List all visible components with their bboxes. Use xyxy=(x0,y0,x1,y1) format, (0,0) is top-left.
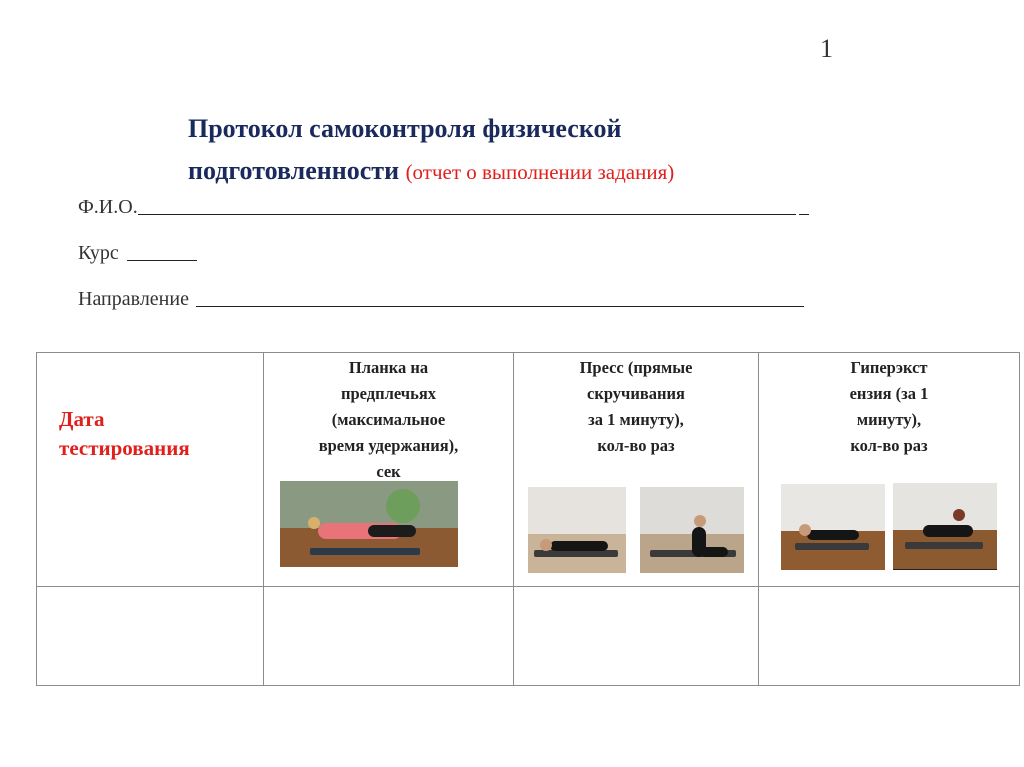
plank-header-line: Планка на xyxy=(348,358,429,377)
hyperextension-header-line: минуту), xyxy=(856,410,922,429)
protocol-table xyxy=(36,352,1020,686)
crunch-header-line: кол-во раз xyxy=(597,436,675,455)
direction-underline[interactable] xyxy=(196,302,804,307)
plank-photos xyxy=(264,481,513,567)
table-header-row xyxy=(37,353,1020,587)
hyperextension-header-cell xyxy=(759,353,1020,587)
crunch-photos xyxy=(514,487,758,573)
page-title xyxy=(188,108,888,193)
fio-field xyxy=(78,196,809,219)
plank-entry-cell[interactable] xyxy=(264,587,514,686)
fio-underline[interactable] xyxy=(138,210,796,215)
crunch-sitting-photo xyxy=(640,487,744,573)
direction-label: Направление xyxy=(78,288,189,310)
hyperextension-header xyxy=(759,353,1019,459)
course-field xyxy=(78,242,197,265)
plank-header-line: предплечьях xyxy=(340,384,437,403)
plank-header-line: время удержания), xyxy=(318,436,459,455)
direction-field xyxy=(78,288,804,311)
hyperextension-header-line: Гиперэкст xyxy=(850,358,928,377)
crunch-header-cell xyxy=(514,353,759,587)
course-underline[interactable] xyxy=(127,256,197,261)
plank-header xyxy=(264,353,513,485)
title-line-2-text: подготовленности xyxy=(188,156,400,185)
date-header-line-2: тестирования xyxy=(59,436,190,460)
hyperextension-entry-cell[interactable] xyxy=(759,587,1020,686)
table-row xyxy=(37,587,1020,686)
date-header-cell xyxy=(37,353,264,587)
hyperextension-photos xyxy=(759,483,1019,570)
plank-header-line: (максимальное xyxy=(331,410,446,429)
hyperextension-header-line: ензия (за 1 xyxy=(849,384,929,403)
hyperextension-photo-2 xyxy=(893,483,997,570)
crunch-header-line: скручивания xyxy=(587,384,685,403)
title-line-2 xyxy=(188,150,888,193)
crunch-header xyxy=(514,353,758,459)
course-label: Курс xyxy=(78,242,119,264)
page-number: 1 xyxy=(820,34,833,63)
crunch-lying-photo xyxy=(528,487,626,573)
crunch-header-line: Пресс (прямые xyxy=(579,358,693,377)
hyperextension-photo-1 xyxy=(781,484,885,570)
plank-photo xyxy=(280,481,458,567)
title-line-1: Протокол самоконтроля физической xyxy=(188,114,622,143)
plank-header-line: сек xyxy=(376,462,401,481)
title-subtitle: (отчет о выполнении задания) xyxy=(405,160,675,184)
fio-underline-tail xyxy=(799,210,809,215)
crunch-entry-cell[interactable] xyxy=(514,587,759,686)
date-header xyxy=(37,353,263,463)
date-entry-cell[interactable] xyxy=(37,587,264,686)
fio-label: Ф.И.О. xyxy=(78,196,138,218)
hyperextension-header-line: кол-во раз xyxy=(850,436,928,455)
plank-header-cell xyxy=(264,353,514,587)
date-header-line-1: Дата xyxy=(59,407,105,431)
crunch-header-line: за 1 минуту), xyxy=(588,410,684,429)
